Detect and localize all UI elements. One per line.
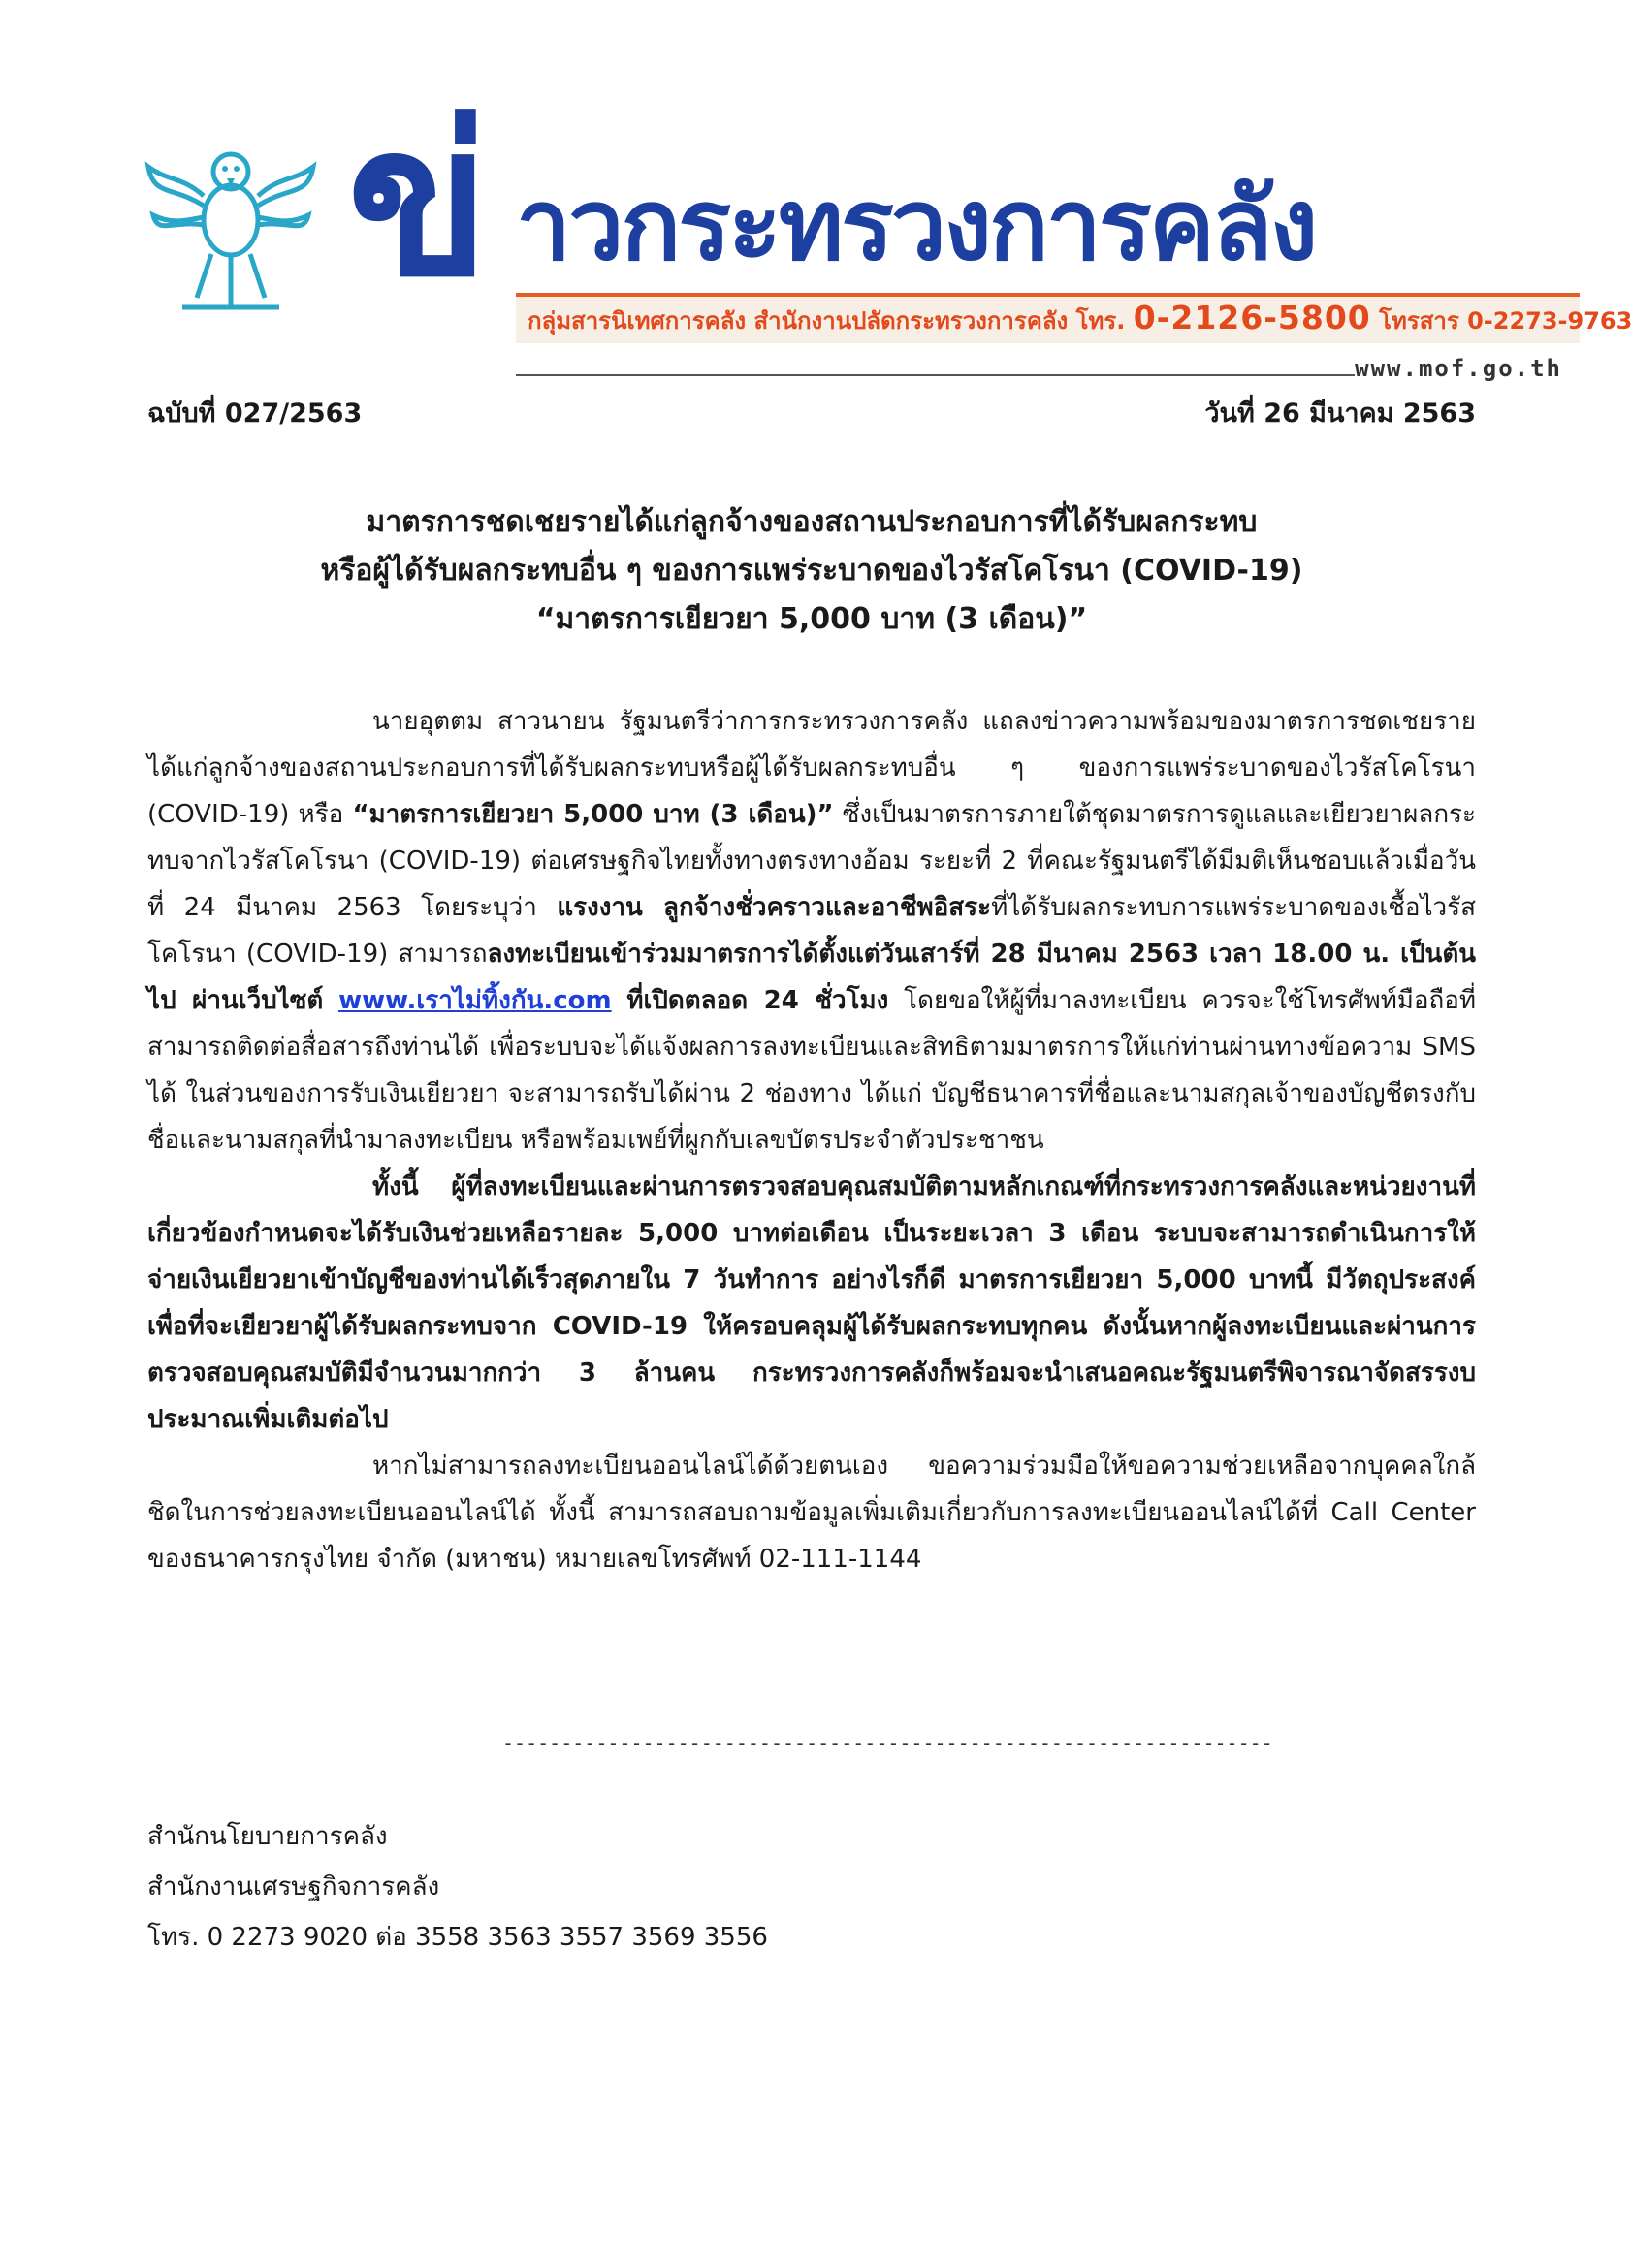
contact-fax: 0-2273-9763 <box>1467 307 1632 335</box>
footer-office-1: สำนักนโยบายการคลัง <box>147 1822 388 1851</box>
contact-text: กลุ่มสารนิเทศการคลัง สำนักงานปลัดกระทรวงการคลัง โทร. <box>528 307 1126 335</box>
p3-text: หากไม่สามารถลงทะเบียนออนไลน์ได้ด้วยตนเอง ขอความร่วมมือให้ขอความช่วยเหลือจากบุคคลใกล้ชิดในการช่วยลงทะเบียนออนไลน์ได้ ทั้งนี้ สามารถสอบถามข้อมูลเพิ่มเติมเกี่ยวกับการลงทะเบียนออนไลน์ได้ที่ Call Center ของธนาคารกรุงไทย จำกัด (มหาชน) หมายเลขโทรศัพท์ 02-111-1144 <box>147 1452 1476 1574</box>
masthead <box>97 68 1632 382</box>
paragraph-1 <box>147 698 1476 1164</box>
issue-row <box>147 392 1476 431</box>
p1-part-e: ที่ได้รับผลกระทบการแพร่ระบาดของเชื้อไวรัสโคโรนา (COVID-19) สามารถ <box>147 893 1476 969</box>
separator-line: ------------------------------------------------------------------ <box>502 1732 1273 1755</box>
garuda-emblem-icon <box>144 128 318 322</box>
footer-office-2: สำนักงานเศรษฐกิจการคลัง <box>147 1872 440 1901</box>
masthead-contact-bar <box>516 293 1632 343</box>
paragraph-2 <box>147 1164 1476 1443</box>
p1-open-hours: ที่เปิดตลอด 24 ชั่วโมง <box>626 986 889 1015</box>
paragraph-3 <box>147 1443 1476 1582</box>
issue-date: วันที่ 26 มีนาคม 2563 <box>1204 399 1476 429</box>
masthead-url-line <box>516 355 1568 388</box>
p1-registration-date: ลงทะเบียนเข้าร่วมมาตรการได้ตั้งแต่วันเสาร์ที่ 28 มีนาคม 2563 เวลา 18.00 น. เป็นต้นไป ผ่านเว็บไซต์ <box>147 940 1476 1015</box>
website-url[interactable]: www.mof.go.th <box>1355 355 1562 382</box>
p1-eligible-groups: แรงงาน ลูกจ้างชั่วคราวและอาชีพอิสระ <box>557 893 992 922</box>
p2-text: ทั้งนี้ ผู้ที่ลงทะเบียนและผ่านการตรวจสอบคุณสมบัติตามหลักเกณฑ์ที่กระทรวงการคลังและหน่วยงานที่เกี่ยวข้องกำหนดจะได้รับเงินช่วยเหลือรายละ 5,000 บาทต่อเดือน เป็นระยะเวลา 3 เดือน ระบบจะสามารถดำเนินการให้จ่ายเงินเยียวยาเข้าบัญชีของท่านได้เร็วสุดภายใน 7 วันทำการ อย่างไรก็ดี มาตรการเยียวยา 5,000 บาทนี้ มีวัตถุประสงค์เพื่อที่จะเยียวยาผู้ได้รับผลกระทบจาก COVID-19 ให้ครอบคลุมผู้ได้รับผลกระทบทุกคน ดังนั้นหากผู้ลงทะเบียนและผ่านการตรวจสอบคุณสมบัติมีจำนวนมากกว่า 3 ล้านคน กระทรวงการคลังก็พร้อมจะนำเสนอคณะรัฐมนตรีพิจารณาจัดสรรงบประมาณเพิ่มเติมต่อไป <box>147 1172 1476 1434</box>
footer-phone: โทร. 0 2273 9020 ต่อ 3558 3563 3557 3569 3556 <box>147 1923 768 1952</box>
masthead-rule <box>516 374 1355 376</box>
p1-part-c: ซึ่งเป็นมาตรการภายใต้ชุดมาตรการดูแลและเยียวยาผลกระทบจากไวรัสโคโรนา (COVID-19) ต่อเศรษฐกิจไทยทั้งทางตรงทางอ้อม ระยะที่ 2 ที่คณะรัฐมนตรีได้มีมติเห็นชอบแล้วเมื่อวันที่ 24 มีนาคม 2563 โดยระบุว่า <box>147 800 1476 922</box>
body-text <box>147 698 1476 1582</box>
masthead-title: าวกระทรวงการคลัง <box>516 168 1316 283</box>
p1-measure-name: “มาตรการเยียวยา 5,000 บาท (3 เดือน)” <box>352 800 834 829</box>
p1-part-a: นายอุตตม สาวนายน รัฐมนตรีว่าการกระทรวงการคลัง แถลงข่าวความพร้อมของมาตรการชดเชยรายได้แก่ลูกจ้างของสถานประกอบการที่ได้รับผลกระทบหรือผู้ได้รับผลกระทบอื่น ๆ ของการแพร่ระบาดของไวรัสโคโรนา (COVID-19) หรือ <box>147 707 1476 829</box>
title-line-3: “มาตรการเยียวยา 5,000 บาท (3 เดือน)” <box>535 602 1088 636</box>
issue-number: ฉบับที่ 027/2563 <box>147 399 363 429</box>
title-line-1: มาตรการชดเชยรายได้แก่ลูกจ้างของสถานประกอบการที่ได้รับผลกระทบ <box>366 505 1258 539</box>
contact-phone: 0-2126-5800 <box>1133 299 1371 336</box>
footer-contact <box>147 1811 768 1963</box>
title-line-2: หรือผู้ได้รับผลกระทบอื่น ๆ ของการแพร่ระบาดของไวรัสโคโรนา (COVID-19) <box>320 554 1303 588</box>
registration-website-link[interactable]: www.เราไม่ทิ้งกัน.com <box>338 986 612 1015</box>
p1-part-h: โดยขอให้ผู้ที่มาลงทะเบียน ควรจะใช้โทรศัพท์มือถือที่สามารถติดต่อสื่อสารถึงท่านได้ เพื่อระบบจะได้แจ้งผลการลงทะเบียนและสิทธิตามมาตรการให้แก่ท่านผ่านทางข้อความ SMS ได้ ในส่วนของการรับเงินเยียวยา จะสามารถรับได้ผ่าน 2 ช่องทาง ได้แก่ บัญชีธนาคารที่ชื่อและนามสกุลเจ้าของบัญชีตรงกับชื่อและนามสกุลที่นำมาลงทะเบียน หรือพร้อมเพย์ที่ผูกกับเลขบัตรประจำตัวประชาชน <box>147 986 1477 1155</box>
fax-label: โทรสาร <box>1379 307 1459 335</box>
document-title <box>147 498 1476 644</box>
masthead-initial: ข่ <box>347 80 486 323</box>
